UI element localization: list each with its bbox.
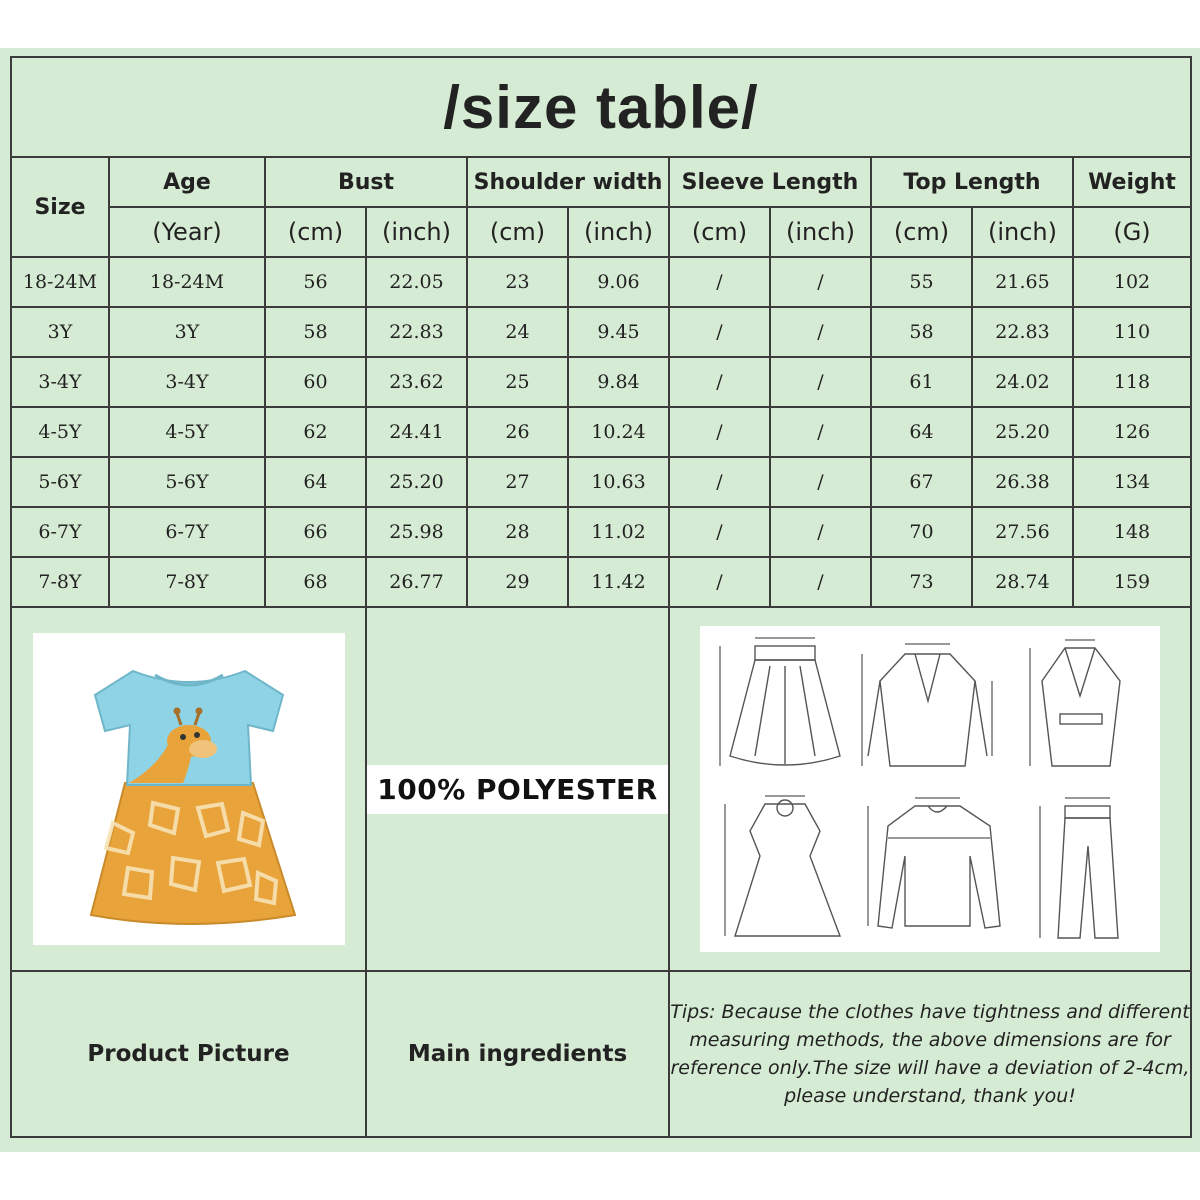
table-cell: 7-8Y xyxy=(109,557,265,607)
table-cell: 26.38 xyxy=(972,457,1073,507)
table-cell: 18-24M xyxy=(109,257,265,307)
dress-illustration xyxy=(33,633,345,945)
main-ingredients-cell xyxy=(366,607,669,971)
table-cell: / xyxy=(770,457,871,507)
table-cell: 3-4Y xyxy=(109,357,265,407)
unit-sleeve-inch: (inch) xyxy=(770,207,871,257)
table-cell: 64 xyxy=(265,457,366,507)
table-cell: 73 xyxy=(871,557,972,607)
table-row xyxy=(11,457,1191,507)
table-cell: 28 xyxy=(467,507,568,557)
main-ingredients-label: Main ingredients xyxy=(366,971,669,1137)
table-cell: / xyxy=(770,357,871,407)
table-cell: 62 xyxy=(265,407,366,457)
table-row xyxy=(11,507,1191,557)
unit-year: (Year) xyxy=(109,207,265,257)
table-cell: 10.63 xyxy=(568,457,669,507)
table-cell: 9.84 xyxy=(568,357,669,407)
unit-shoulder-inch: (inch) xyxy=(568,207,669,257)
table-cell: 25 xyxy=(467,357,568,407)
table-cell: 22.83 xyxy=(366,307,467,357)
table-cell: 110 xyxy=(1073,307,1191,357)
table-cell: 18-24M xyxy=(11,257,109,307)
table-cell: 68 xyxy=(265,557,366,607)
table-cell: 55 xyxy=(871,257,972,307)
table-cell: 56 xyxy=(265,257,366,307)
unit-bust-inch: (inch) xyxy=(366,207,467,257)
table-cell: 23 xyxy=(467,257,568,307)
table-cell: 70 xyxy=(871,507,972,557)
table-cell: 10.24 xyxy=(568,407,669,457)
header-weight: Weight xyxy=(1073,157,1191,207)
header-bust: Bust xyxy=(265,157,467,207)
table-cell: / xyxy=(770,257,871,307)
table-cell: 27.56 xyxy=(972,507,1073,557)
product-picture-cell xyxy=(11,607,366,971)
table-cell: 24.02 xyxy=(972,357,1073,407)
table-cell: 22.83 xyxy=(972,307,1073,357)
table-row xyxy=(11,557,1191,607)
table-cell: 118 xyxy=(1073,357,1191,407)
size-chart-sheet xyxy=(0,48,1200,1152)
table-cell: 29 xyxy=(467,557,568,607)
material-label: 100% POLYESTER xyxy=(367,765,667,814)
table-cell: 6-7Y xyxy=(11,507,109,557)
table-row xyxy=(11,257,1191,307)
table-cell: 11.02 xyxy=(568,507,669,557)
table-cell: 26 xyxy=(467,407,568,457)
table-cell: 61 xyxy=(871,357,972,407)
table-cell: 9.06 xyxy=(568,257,669,307)
table-cell: / xyxy=(669,307,770,357)
table-title: /size table/ xyxy=(11,57,1191,157)
table-cell: 22.05 xyxy=(366,257,467,307)
table-cell: 58 xyxy=(265,307,366,357)
measurement-diagram-cell xyxy=(669,607,1191,971)
table-cell: 58 xyxy=(871,307,972,357)
table-cell: / xyxy=(669,457,770,507)
unit-bust-cm: (cm) xyxy=(265,207,366,257)
measurement-diagram-image xyxy=(700,626,1160,952)
measurement-diagram xyxy=(700,626,1160,952)
size-table xyxy=(10,56,1192,1138)
unit-sleeve-cm: (cm) xyxy=(669,207,770,257)
table-cell: 60 xyxy=(265,357,366,407)
table-cell: 25.20 xyxy=(972,407,1073,457)
table-cell: 11.42 xyxy=(568,557,669,607)
table-cell: / xyxy=(669,407,770,457)
table-cell: 23.62 xyxy=(366,357,467,407)
table-cell: 102 xyxy=(1073,257,1191,307)
unit-top-inch: (inch) xyxy=(972,207,1073,257)
table-cell: 21.65 xyxy=(972,257,1073,307)
unit-shoulder-cm: (cm) xyxy=(467,207,568,257)
table-cell: 5-6Y xyxy=(109,457,265,507)
header-shoulder-width: Shoulder width xyxy=(467,157,669,207)
product-picture-label: Product Picture xyxy=(11,971,366,1137)
table-row xyxy=(11,357,1191,407)
table-cell: / xyxy=(669,507,770,557)
table-cell: 28.74 xyxy=(972,557,1073,607)
header-sleeve-length: Sleeve Length xyxy=(669,157,871,207)
table-cell: 24 xyxy=(467,307,568,357)
table-cell: 126 xyxy=(1073,407,1191,457)
table-row xyxy=(11,407,1191,457)
unit-top-cm: (cm) xyxy=(871,207,972,257)
table-cell: 66 xyxy=(265,507,366,557)
table-cell: 25.98 xyxy=(366,507,467,557)
table-cell: / xyxy=(770,307,871,357)
header-size: Size xyxy=(11,157,109,257)
table-cell: 148 xyxy=(1073,507,1191,557)
table-cell: 24.41 xyxy=(366,407,467,457)
unit-weight-g: (G) xyxy=(1073,207,1191,257)
table-cell: / xyxy=(669,557,770,607)
table-cell: 3Y xyxy=(11,307,109,357)
table-cell: / xyxy=(770,407,871,457)
table-cell: / xyxy=(669,257,770,307)
table-cell: 25.20 xyxy=(366,457,467,507)
table-cell: / xyxy=(770,507,871,557)
table-cell: 159 xyxy=(1073,557,1191,607)
table-cell: 4-5Y xyxy=(109,407,265,457)
table-cell: 3-4Y xyxy=(11,357,109,407)
table-cell: 26.77 xyxy=(366,557,467,607)
giraffe-dress-image xyxy=(33,633,345,945)
table-cell: 5-6Y xyxy=(11,457,109,507)
table-cell: 64 xyxy=(871,407,972,457)
header-top-length: Top Length xyxy=(871,157,1073,207)
table-cell: 7-8Y xyxy=(11,557,109,607)
table-cell: 9.45 xyxy=(568,307,669,357)
header-age: Age xyxy=(109,157,265,207)
table-cell: 4-5Y xyxy=(11,407,109,457)
table-cell: 134 xyxy=(1073,457,1191,507)
table-cell: 6-7Y xyxy=(109,507,265,557)
sizing-tips: Tips: Because the clothes have tightness and different measuring methods, the above dimensions are for reference only.The size will have a deviation of 2-4cm, please understand, thank you! xyxy=(669,971,1191,1137)
table-cell: 67 xyxy=(871,457,972,507)
table-cell: 3Y xyxy=(109,307,265,357)
table-cell: / xyxy=(669,357,770,407)
table-row xyxy=(11,307,1191,357)
table-cell: / xyxy=(770,557,871,607)
table-cell: 27 xyxy=(467,457,568,507)
